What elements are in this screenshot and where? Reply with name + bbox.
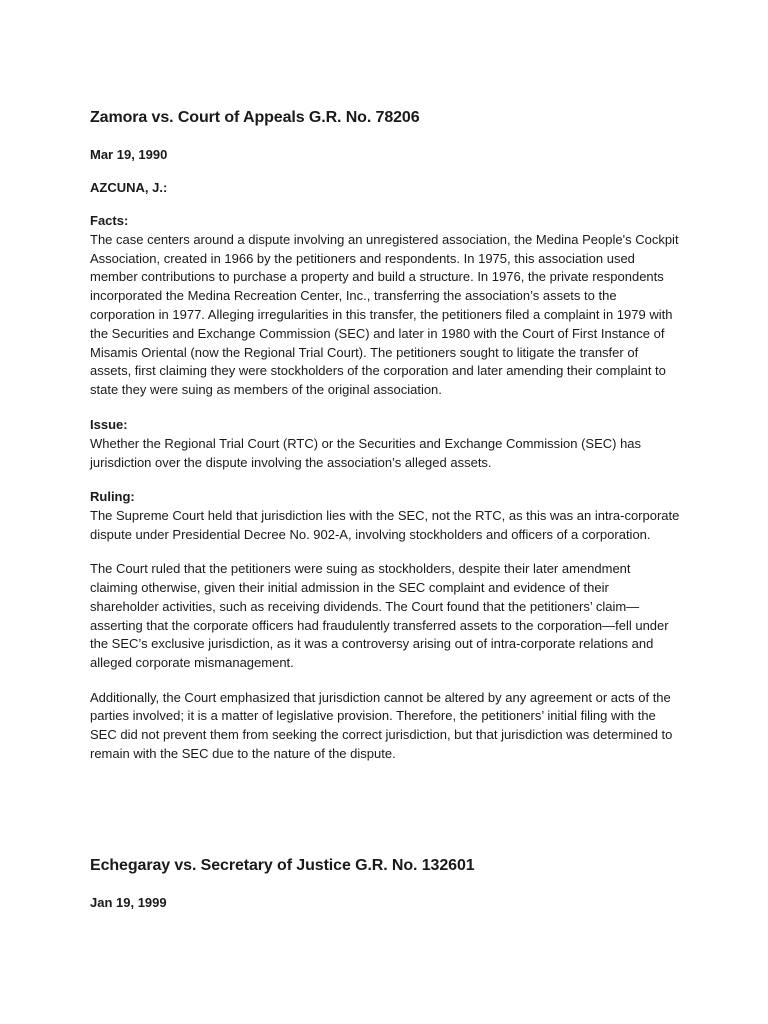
case-title: Zamora vs. Court of Appeals G.R. No. 78206 <box>90 109 420 126</box>
facts-text: The case centers around a dispute involving an unregistered association, the Medina People's Cockpit Association, created in 1966 by the petitioners and respondents. In 1975, this association used member contributions to purchase a property and build a structure. In 1976, the private respondents incorporated the Medina Recreation Center, Inc., transferring the association’s assets to the corporation in 1977. Alleging irregularities in this transfer, the petitioners filed a complaint in 1979 with the Securities and Exchange Commission (SEC) and later in 1980 with the Court of First Instance of Misamis Oriental (now the Regional Trial Court). The petitioners sought to litigate the transfer of assets, first claiming they were stockholders of the corporation and later amending their complaint to state they were suing as members of the original association. <box>90 231 679 398</box>
issue-label: Issue: <box>90 416 128 432</box>
facts-label: Facts: <box>90 213 129 228</box>
ruling-paragraph: The Supreme Court held that jurisdiction lies with the SEC, not the RTC, as this was an intra-corporate dispute under Presidential Decree No. 902-A, involving stockholders and officers of a corporation. <box>90 508 680 542</box>
ponente: AZCUNA, J.: <box>90 180 168 195</box>
case-date: Mar 19, 1990 <box>90 147 168 162</box>
case-date: Jan 19, 1999 <box>90 895 167 910</box>
ruling-label: Ruling: <box>90 489 135 505</box>
ruling-section <box>90 488 680 763</box>
case-echegaray <box>90 856 680 911</box>
issue-section <box>90 416 680 472</box>
ruling-paragraph: The Court ruled that the petitioners were suing as stockholders, despite their later amendment claiming otherwise, given their initial admission in the SEC complaint and evidence of their shareholder activities, such as receiving dividends. The Court found that the petitioners’ claim—asserting that the corporate officers had fraudulently transferred assets to the corporation—fell under the SEC’s exclusive jurisdiction, as it was a controversy arising out of intra-corporate relations and alleged corporate mismanagement. <box>90 561 669 671</box>
case-zamora <box>90 108 680 764</box>
issue-text: Whether the Regional Trial Court (RTC) or the Securities and Exchange Commission (SEC) has jurisdiction over the dispute involving the association’s alleged assets. <box>90 435 642 470</box>
case-title: Echegaray vs. Secretary of Justice G.R. No. 132601 <box>90 857 475 874</box>
ruling-paragraph: Additionally, the Court emphasized that jurisdiction cannot be altered by any agreement or acts of the parties involved; it is a matter of legislative provision. Therefore, the petitioners’ initial filing with the SEC did not prevent them from seeking the correct jurisdiction, but that jurisdiction was determined to remain with the SEC due to the nature of the dispute. <box>90 689 673 761</box>
facts-section <box>90 212 680 400</box>
